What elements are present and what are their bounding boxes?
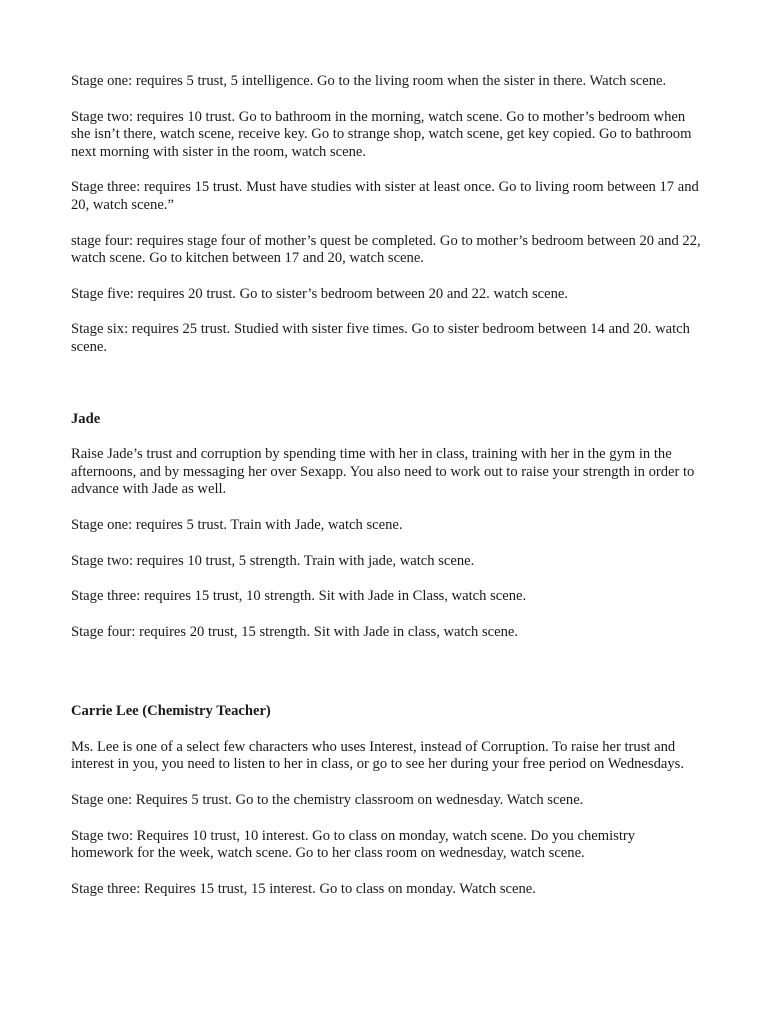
carrie-stage-two: Stage two: Requires 10 trust, 10 interest. Go to class on monday, watch scene. Do you chemistry homework for the week, watch scene. Go to her class room on wednesday, watch scene.	[71, 827, 636, 862]
sister-stage-six: Stage six: requires 25 trust. Studied with sister five times. Go to sister bedroom between 14 and 20. watch scene.	[71, 321, 690, 355]
carrie-lee-heading: Carrie Lee (Chemistry Teacher)	[71, 703, 271, 720]
sister-stage-two: Stage two: requires 10 trust. Go to bathroom in the morning, watch scene. Go to mother’s bedroom when she isn’t there, watch scene, receive key. Go to strange shop, watch scene, get key copied. Go to bathroom next morning with sister in the room, watch scene.	[71, 108, 692, 160]
jade-section	[71, 411, 701, 642]
jade-stage-four: Stage four: requires 20 trust, 15 strength. Sit with Jade in class, watch scene.	[71, 623, 519, 640]
sister-stage-five: Stage five: requires 20 trust. Go to sister’s bedroom between 20 and 22. watch scene.	[71, 285, 569, 302]
carrie-stage-one: Stage one: Requires 5 trust. Go to the chemistry classroom on wednesday. Watch scene.	[71, 792, 584, 809]
sister-stage-one: Stage one: requires 5 trust, 5 intelligence. Go to the living room when the sister in there. Watch scene.	[71, 73, 667, 89]
sister-stage-four: stage four: requires stage four of mother’s quest be completed. Go to mother’s bedroom between 20 and 22, watch scene. Go to kitchen between 17 and 20, watch scene.	[71, 232, 701, 267]
sister-stage-three: Stage three: requires 15 trust. Must have studies with sister at least once. Go to living room between 17 and 20, watch scene.”	[71, 179, 699, 213]
carrie-intro: Ms. Lee is one of a select few characters who uses Interest, instead of Corruption. To raise her trust and interest in you, you need to listen to her in class, or go to see her during your free period on Wednesdays.	[71, 738, 684, 773]
carrie-stage-three: Stage three: Requires 15 trust, 15 interest. Go to class on monday. Watch scene.	[71, 880, 536, 897]
carrie-lee-section	[71, 703, 701, 898]
jade-intro: Raise Jade’s trust and corruption by spending time with her in class, training with her in the gym in the afternoons, and by messaging her over Sexapp. You also need to work out to raise your strength in order to advance with Jade as well.	[71, 446, 695, 498]
jade-stage-two: Stage two: requires 10 trust, 5 strength. Train with jade, watch scene.	[71, 552, 475, 569]
sister-quest-section	[71, 73, 701, 357]
jade-stage-three: Stage three: requires 15 trust, 10 strength. Sit with Jade in Class, watch scene.	[71, 588, 527, 605]
document-page	[71, 73, 701, 916]
jade-heading: Jade	[71, 410, 101, 427]
jade-stage-one: Stage one: requires 5 trust. Train with Jade, watch scene.	[71, 516, 403, 533]
